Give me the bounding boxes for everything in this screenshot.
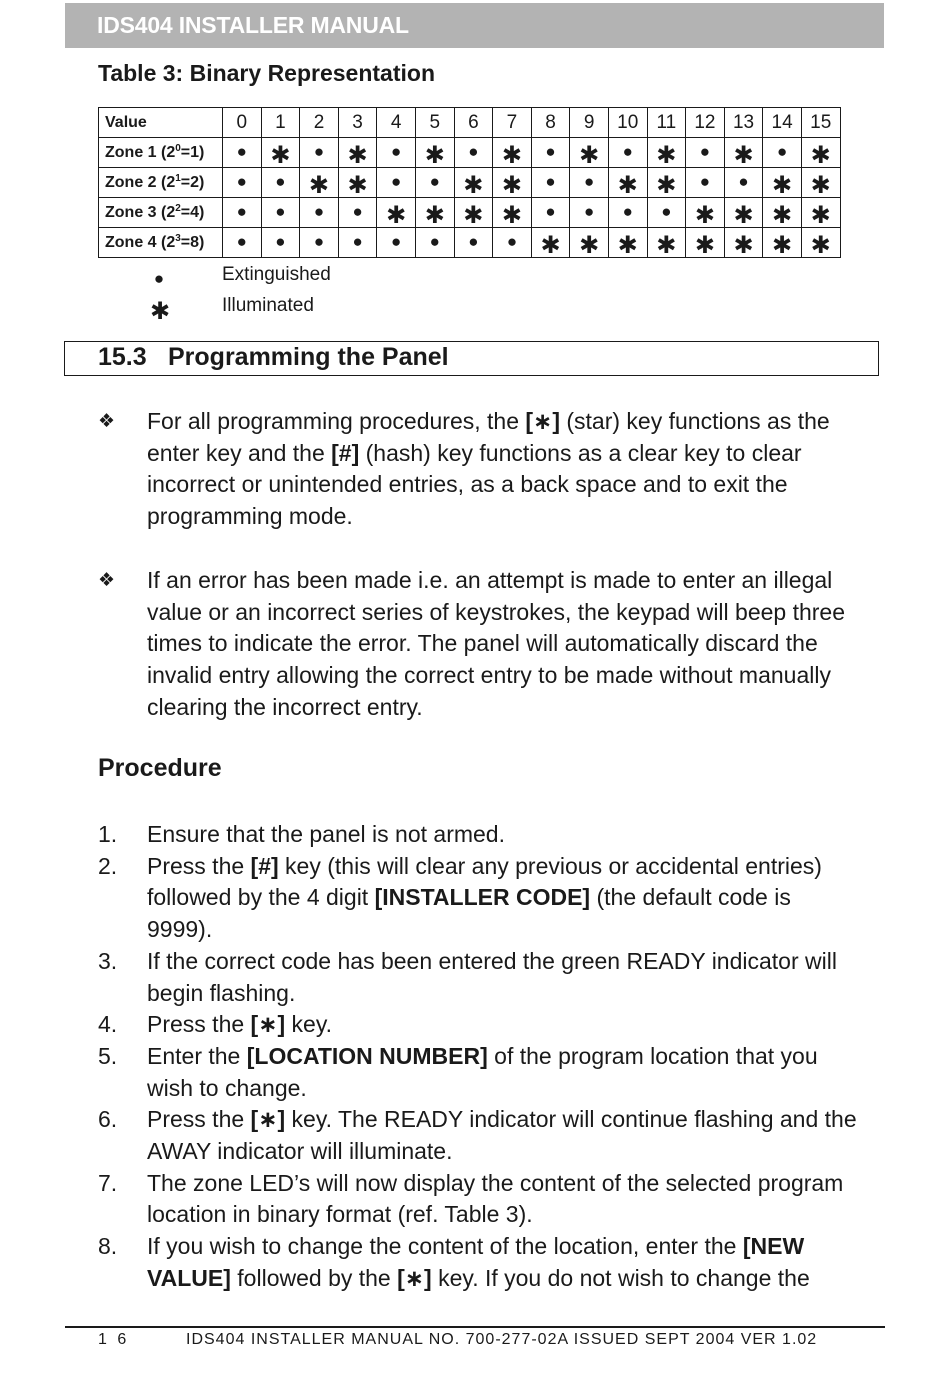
asterisk-icon: ✱ xyxy=(694,231,715,259)
cell-illuminated xyxy=(415,198,454,228)
dot-icon: ● xyxy=(313,142,325,161)
cell-extinguished xyxy=(261,228,300,258)
procedure-step xyxy=(98,1104,858,1167)
legend-label: Illuminated xyxy=(222,295,314,316)
column-header: 13 xyxy=(724,108,763,138)
asterisk-icon: ✱ xyxy=(733,141,754,169)
diamond-bullet-icon: ❖ xyxy=(98,570,116,591)
column-header: 0 xyxy=(223,108,262,138)
bullet-item xyxy=(98,565,858,724)
value-header: Value xyxy=(99,108,223,138)
cell-extinguished xyxy=(570,168,609,198)
cell-extinguished xyxy=(377,228,416,258)
dot-icon: ● xyxy=(153,269,165,288)
cell-illuminated xyxy=(801,198,840,228)
table-caption: Table 3: Binary Representation xyxy=(98,60,435,86)
dot-icon: ● xyxy=(429,232,440,251)
dot-icon: ● xyxy=(738,172,749,191)
column-header: 14 xyxy=(763,108,802,138)
cell-illuminated xyxy=(724,228,763,258)
binary-representation-table xyxy=(98,107,841,258)
step-text: If the correct code has been entered the green READY indicator will begin flashing. xyxy=(147,947,837,1006)
zone-label xyxy=(99,138,223,168)
procedure-step xyxy=(98,1231,858,1294)
step-text: Press the [∗] key. The READY indicator will continue flashing and the AWAY indicator will illuminate. xyxy=(147,1106,857,1165)
step-text: Enter the [LOCATION NUMBER] of the program location that you wish to change. xyxy=(147,1042,818,1101)
dot-icon: ● xyxy=(236,232,247,251)
cell-illuminated xyxy=(338,168,377,198)
asterisk-icon: ✱ xyxy=(810,231,831,259)
asterisk-icon: ✱ xyxy=(810,201,831,229)
cell-extinguished xyxy=(415,168,454,198)
asterisk-icon: ✱ xyxy=(810,141,831,169)
dot-icon: ● xyxy=(545,142,556,161)
step-text: If you wish to change the content of the location, enter the [NEW VALUE] followed by the [∗] key. If you do not wish to change the xyxy=(147,1233,810,1291)
asterisk-icon: ✱ xyxy=(656,231,677,259)
cell-illuminated xyxy=(763,198,802,228)
bullet-item xyxy=(98,406,858,533)
zone-label xyxy=(99,168,223,198)
zone-exponent: 0 xyxy=(175,143,181,154)
cell-illuminated xyxy=(454,198,493,228)
zone-row xyxy=(99,138,841,168)
cell-extinguished xyxy=(686,168,725,198)
cell-illuminated xyxy=(608,228,647,258)
asterisk-icon: ✱ xyxy=(772,231,793,259)
table-header-row xyxy=(99,108,841,138)
step-text: Ensure that the panel is not armed. xyxy=(147,821,505,847)
procedure-step xyxy=(98,851,858,946)
zone-label-text: Zone 3 (2 xyxy=(105,204,176,221)
cell-illuminated xyxy=(647,228,686,258)
step-number: 2. xyxy=(98,852,118,879)
cell-illuminated xyxy=(801,168,840,198)
cell-extinguished xyxy=(531,138,570,168)
procedure-step xyxy=(98,1168,858,1231)
cell-illuminated xyxy=(493,138,532,168)
section-title: Programming the Panel xyxy=(168,343,449,371)
legend-label: Extinguished xyxy=(222,264,331,285)
dot-icon: ● xyxy=(661,202,672,221)
cell-extinguished xyxy=(454,228,493,258)
asterisk-icon: ✱ xyxy=(386,201,407,229)
dot-icon: ● xyxy=(313,232,325,251)
bullet-text: If an error has been made i.e. an attempt is made to enter an illegal value or an incorrect series of keystrokes, the keypad will beep three times to indicate the error. The panel will automatically discard the invalid entry allowing the correct entry to be made without manually clearing the incorrect entry. xyxy=(147,567,846,720)
cell-extinguished xyxy=(570,198,609,228)
step-number: 3. xyxy=(98,947,118,974)
cell-illuminated xyxy=(338,138,377,168)
asterisk-icon: ✱ xyxy=(772,201,793,229)
cell-illuminated xyxy=(531,228,570,258)
cell-illuminated xyxy=(608,168,647,198)
running-header xyxy=(65,3,884,48)
cell-illuminated xyxy=(724,138,763,168)
dot-icon: ● xyxy=(275,202,286,221)
cell-illuminated xyxy=(763,228,802,258)
cell-illuminated xyxy=(300,168,339,198)
step-text: Press the [#] key (this will clear any previous or accidental entries) followed by the 4 digit [INSTALLER CODE] (the default code is 9999). xyxy=(147,852,822,943)
column-header: 4 xyxy=(377,108,416,138)
cell-extinguished xyxy=(724,168,763,198)
zone-row xyxy=(99,198,841,228)
dot-icon: ● xyxy=(352,232,363,251)
zone-label-text: Zone 4 (2 xyxy=(105,234,176,251)
cell-extinguished xyxy=(608,198,647,228)
column-header: 1 xyxy=(261,108,300,138)
column-header: 8 xyxy=(531,108,570,138)
procedure-step xyxy=(98,1041,858,1104)
asterisk-icon: ✱ xyxy=(733,201,754,229)
asterisk-icon: ✱ xyxy=(772,171,793,199)
asterisk-icon: ✱ xyxy=(347,141,368,169)
dot-icon: ● xyxy=(352,202,363,221)
cell-illuminated xyxy=(763,168,802,198)
asterisk-icon: ✱ xyxy=(150,298,171,325)
zone-exponent: 1 xyxy=(175,173,181,184)
section-number: 15.3 xyxy=(98,343,147,371)
zone-label-suffix: =1) xyxy=(180,144,205,161)
cell-extinguished xyxy=(493,228,532,258)
cell-illuminated xyxy=(570,228,609,258)
asterisk-icon: ✱ xyxy=(308,171,330,199)
bullet-text: For all programming procedures, the [∗] (star) key functions as the enter key and the [#] (hash) key functions as a clear key to clear incorrect or unintended entries, as a back space and to exit the programming mode. xyxy=(147,408,830,530)
dot-icon: ● xyxy=(391,142,402,161)
dot-icon: ● xyxy=(584,202,595,221)
cell-illuminated xyxy=(801,228,840,258)
dot-icon: ● xyxy=(776,142,788,161)
asterisk-icon: ✱ xyxy=(617,231,638,259)
cell-extinguished xyxy=(223,198,262,228)
cell-extinguished xyxy=(763,138,802,168)
dot-icon: ● xyxy=(236,142,247,161)
dot-icon: ● xyxy=(236,172,247,191)
column-header: 12 xyxy=(686,108,725,138)
column-header: 9 xyxy=(570,108,609,138)
asterisk-icon: ✱ xyxy=(270,141,291,169)
dot-icon: ● xyxy=(391,232,402,251)
cell-illuminated xyxy=(686,228,725,258)
cell-illuminated xyxy=(647,168,686,198)
cell-illuminated xyxy=(493,198,532,228)
dot-icon: ● xyxy=(584,172,595,191)
zone-label xyxy=(99,228,223,258)
asterisk-icon: ✱ xyxy=(617,171,638,199)
cell-illuminated xyxy=(377,198,416,228)
cell-illuminated xyxy=(686,198,725,228)
cell-extinguished xyxy=(261,168,300,198)
dot-icon: ● xyxy=(468,142,479,161)
zone-row xyxy=(99,168,841,198)
asterisk-icon: ✱ xyxy=(694,201,715,229)
dot-icon: ● xyxy=(468,232,479,251)
step-text: The zone LED’s will now display the content of the selected program location in binary format (ref. Table 3). xyxy=(147,1169,844,1228)
dot-icon: ● xyxy=(236,202,247,221)
dot-icon: ● xyxy=(313,202,325,221)
cell-extinguished xyxy=(415,228,454,258)
step-number: 4. xyxy=(98,1011,118,1038)
cell-illuminated xyxy=(415,138,454,168)
dot-icon: ● xyxy=(275,172,286,191)
dot-icon: ● xyxy=(506,232,518,251)
cell-extinguished xyxy=(531,168,570,198)
zone-row xyxy=(99,228,841,258)
dot-icon: ● xyxy=(391,172,402,191)
column-header: 3 xyxy=(338,108,377,138)
asterisk-icon: ✱ xyxy=(733,231,754,259)
zone-label xyxy=(99,198,223,228)
table-body xyxy=(99,138,841,258)
step-number: 7. xyxy=(98,1169,118,1196)
cell-illuminated xyxy=(454,168,493,198)
page-number: 1 6 xyxy=(98,1331,130,1348)
asterisk-icon: ✱ xyxy=(424,201,445,229)
dot-icon: ● xyxy=(699,142,711,161)
cell-extinguished xyxy=(647,198,686,228)
zone-label-suffix: =4) xyxy=(180,204,205,221)
column-header: 5 xyxy=(415,108,454,138)
step-text: Press the [∗] key. xyxy=(147,1011,333,1038)
cell-extinguished xyxy=(300,198,339,228)
zone-label-text: Zone 2 (2 xyxy=(105,174,176,191)
cell-extinguished xyxy=(300,138,339,168)
cell-extinguished xyxy=(454,138,493,168)
column-header: 6 xyxy=(454,108,493,138)
cell-extinguished xyxy=(261,198,300,228)
asterisk-icon: ✱ xyxy=(501,171,522,199)
asterisk-icon: ✱ xyxy=(656,141,677,169)
dot-icon: ● xyxy=(545,172,556,191)
footer-text: IDS404 INSTALLER MANUAL NO. 700-277-02A ISSUED SEPT 2004 VER 1.02 xyxy=(186,1331,818,1348)
asterisk-icon: ✱ xyxy=(810,171,831,199)
cell-extinguished xyxy=(223,228,262,258)
cell-illuminated xyxy=(493,168,532,198)
diamond-bullet-icon: ❖ xyxy=(98,411,116,432)
zone-label-suffix: =8) xyxy=(180,234,205,251)
cell-extinguished xyxy=(377,138,416,168)
asterisk-icon: ✱ xyxy=(579,231,600,259)
cell-illuminated xyxy=(570,138,609,168)
zone-exponent: 2 xyxy=(175,203,181,214)
cell-extinguished xyxy=(686,138,725,168)
cell-extinguished xyxy=(338,198,377,228)
dot-icon: ● xyxy=(275,232,286,251)
dot-icon: ● xyxy=(622,142,633,161)
step-number: 1. xyxy=(98,821,118,847)
header-title: IDS404 INSTALLER MANUAL xyxy=(97,12,409,38)
asterisk-icon: ✱ xyxy=(501,141,522,169)
cell-illuminated xyxy=(261,138,300,168)
cell-extinguished xyxy=(223,138,262,168)
cell-illuminated xyxy=(647,138,686,168)
procedure-steps xyxy=(98,819,858,1295)
asterisk-icon: ✱ xyxy=(463,201,484,229)
column-header: 15 xyxy=(801,108,840,138)
footer-divider xyxy=(65,1326,885,1328)
asterisk-icon: ✱ xyxy=(463,171,484,199)
procedure-step xyxy=(98,946,858,1009)
step-number: 8. xyxy=(98,1233,118,1260)
cell-extinguished xyxy=(531,198,570,228)
step-number: 5. xyxy=(98,1042,118,1069)
dot-icon: ● xyxy=(545,202,556,221)
column-header: 10 xyxy=(608,108,647,138)
asterisk-icon: ✱ xyxy=(540,231,561,259)
procedure-step xyxy=(98,819,858,851)
asterisk-icon: ✱ xyxy=(424,141,445,169)
zone-label-text: Zone 1 (2 xyxy=(105,144,176,161)
asterisk-icon: ✱ xyxy=(501,201,522,229)
asterisk-icon: ✱ xyxy=(347,171,368,199)
cell-extinguished xyxy=(223,168,262,198)
zone-label-suffix: =2) xyxy=(180,174,205,191)
cell-illuminated xyxy=(724,198,763,228)
dot-icon: ● xyxy=(622,202,633,221)
cell-extinguished xyxy=(377,168,416,198)
dot-icon: ● xyxy=(429,172,440,191)
cell-extinguished xyxy=(338,228,377,258)
step-number: 6. xyxy=(98,1106,118,1133)
section-heading-box xyxy=(64,341,879,376)
procedure-heading: Procedure xyxy=(98,754,222,782)
cell-extinguished xyxy=(608,138,647,168)
column-header: 11 xyxy=(647,108,686,138)
cell-extinguished xyxy=(300,228,339,258)
dot-icon: ● xyxy=(699,172,711,191)
column-header: 7 xyxy=(493,108,532,138)
column-header: 2 xyxy=(300,108,339,138)
procedure-step xyxy=(98,1009,858,1041)
asterisk-icon: ✱ xyxy=(656,171,677,199)
cell-illuminated xyxy=(801,138,840,168)
zone-exponent: 3 xyxy=(175,233,181,244)
asterisk-icon: ✱ xyxy=(579,141,600,169)
